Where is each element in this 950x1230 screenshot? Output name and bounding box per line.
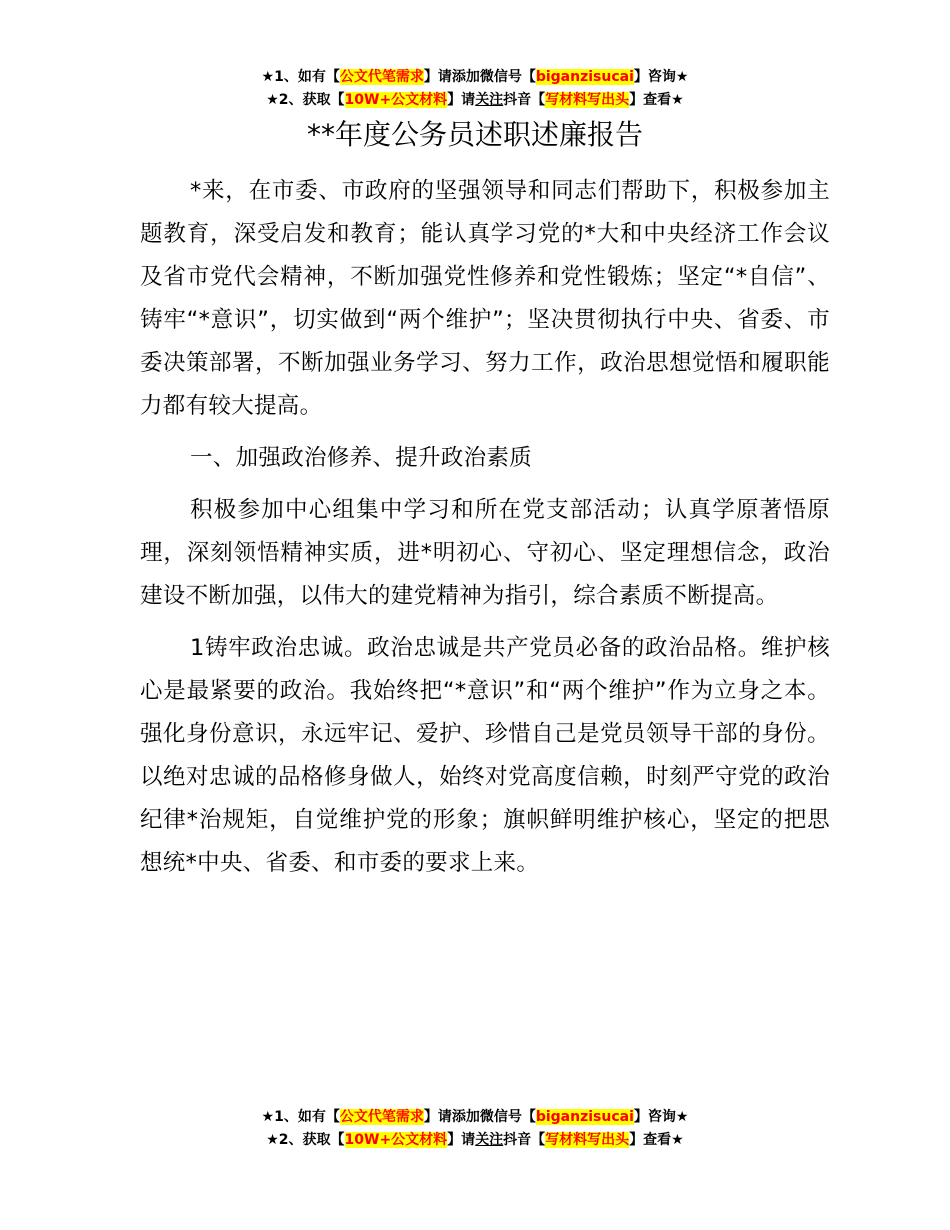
bottom-banner <box>0 1106 950 1152</box>
banner-underlined: 关注 <box>475 1132 504 1148</box>
banner-highlight: 写材料写出头 <box>545 92 630 108</box>
banner-text: ★1、如有【 <box>261 1109 340 1125</box>
banner-highlight: 公文代笔需求 <box>339 69 424 85</box>
banner-text: 】请 <box>447 92 476 108</box>
banner-text: ★2、获取【 <box>266 1132 345 1148</box>
top-banner <box>0 66 950 112</box>
banner-highlight: 写材料写出头 <box>545 1132 630 1148</box>
banner-line-1 <box>0 66 950 89</box>
banner-text: 】咨询★ <box>633 1109 689 1125</box>
document-title: **年度公务员述职述廉报告 <box>306 118 643 151</box>
paragraph-study: 积极参加中心组集中学习和所在党支部活动；认真学原著悟原理，深刻领悟精神实质，进*明初心、守初心、坚定理想信念，政治建设不断加强，以伟大的建党精神为指引，综合素质不断提高。 <box>140 497 830 609</box>
banner-highlight: biganzisucai <box>535 1109 634 1125</box>
section-heading: 一、加强政治修养、提升政治素质 <box>190 445 533 471</box>
paragraph-intro: *来，在市委、市政府的坚强领导和同志们帮助下，积极参加主题教育，深受启发和教育；能认真学习党的*大和中央经济工作会议及省市党代会精神，不断加强党性修养和党性锻炼；坚定“*自信”、铸牢“*意识”，切实做到“两个维护”；坚决贯彻执行中央、省委、市委决策部署，不断加强业务学习、努力工作，政治思想觉悟和履职能力都有较大提高。 <box>140 178 830 419</box>
banner-underlined: 关注 <box>475 92 504 108</box>
banner-text: ★1、如有【 <box>261 69 340 85</box>
banner-text: 】请 <box>447 1132 476 1148</box>
banner-line-1 <box>0 1106 950 1129</box>
banner-text: 】查看★ <box>629 92 684 108</box>
banner-highlight: biganzisucai <box>535 69 634 85</box>
banner-line-2 <box>0 1129 950 1152</box>
banner-highlight: 公文代笔需求 <box>339 1109 424 1125</box>
banner-text: 】查看★ <box>629 1132 684 1148</box>
banner-text: ★2、获取【 <box>266 92 345 108</box>
banner-highlight: 10W+公文材料 <box>344 1132 448 1148</box>
banner-text: 】请添加微信号【 <box>423 69 536 85</box>
banner-text: 抖音【 <box>503 1132 546 1148</box>
document-body <box>140 170 830 894</box>
banner-line-2 <box>0 89 950 112</box>
banner-text: 抖音【 <box>503 92 546 108</box>
banner-text: 】请添加微信号【 <box>423 1109 536 1125</box>
banner-text: 】咨询★ <box>633 69 689 85</box>
paragraph-loyalty: 1铸牢政治忠诚。政治忠诚是共产党员必备的政治品格。维护核心是最紧要的政治。我始终把“*意识”和“两个维护”作为立身之本。强化身份意识，永远牢记、爱护、珍惜自己是党员领导干部的身份。以绝对忠诚的品格修身做人，始终对党高度信赖，时刻严守党的政治纪律*治规矩，自觉维护党的形象；旗帜鲜明维护核心，坚定的把思想统*中央、省委、和市委的要求上来。 <box>140 635 830 876</box>
banner-highlight: 10W+公文材料 <box>344 92 448 108</box>
